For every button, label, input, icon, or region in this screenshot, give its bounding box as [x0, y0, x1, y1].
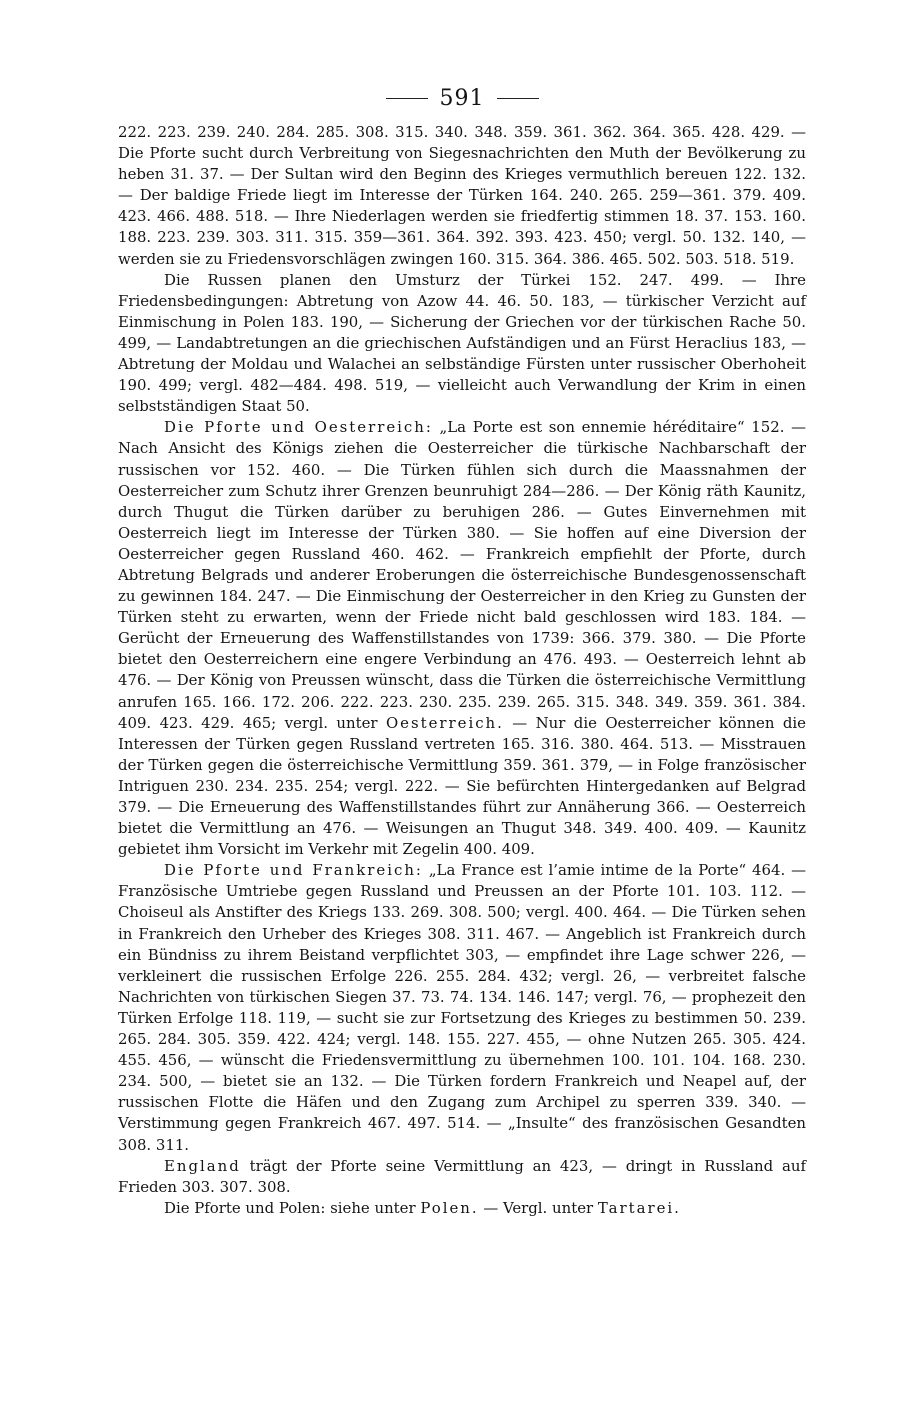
text-run: Die Russen planen den Umsturz der Türkei 152. 247. 499. — Ihre Friedensbedingungen: Abtretung von Azow 44. 46. 50. 183, — türkischer Verzicht auf Einmischung in Polen 183. 190, — Sicherung der Griechen vor der türkischen Rache 50. 499, — Landabtretungen an die griechischen Aufständigen und an Fürst Heraclius 183, — Abtretung der Moldau und Walachei an selbständige Fürsten unter russischer Oberhoheit 190. 499; vergl. 482—484. 498. 519, — vielleicht auch Verwandlung der Krim in einen selbstständigen Staat 50.: [118, 270, 806, 416]
text-run: „La Porte est son ennemie héréditaire“ 152. — Nach Ansicht des Königs ziehen die Oesterreicher die türkische Nachbarschaft der russischen vor 152. 460. — Die Türken fühlen sich durch die Maassnahmen der Oesterreicher zum Schutz ihrer Grenzen beunruhigt 284—286. — Der König räth Kaunitz, durch Thugut die Türken darüber zu beruhigen 286. — Gutes Einvernehmen mit Oesterreich liegt im Interesse der Türken 380. — Sie hoffen auf eine Diversion der Oesterreicher gegen Russland 460. 462. — Frankreich empfiehlt der Pforte, durch Abtretung Belgrads und anderer Eroberungen die österreichische Bundesgenossenschaft zu gewinnen 184. 247. — Die Einmischung der Oesterreicher in den Krieg zu Gunsten der Türken steht zu erwarten, wenn der Friede nicht bald geschlossen wird 183. 184. — Gerücht der Erneuerung des Waffenstillstandes von 1739: 366. 379. 380. — Die Pforte bietet den Oesterreichern eine engere Verbindung an 476. 493. — Oesterreich lehnt ab 476. — Der König von Preussen wünscht, dass die Türken die österreichische Vermittlung anrufen 165. 166. 172. 206. 222. 223. 230. 235. 239. 265. 315. 348. 349. 359. 361. 384. 409. 423. 429. 465; vergl. unter: [118, 418, 806, 732]
index-paragraph: [118, 270, 806, 418]
page-header: [118, 78, 806, 118]
text-run: trägt der Pforte seine Vermittlung an 423, — dringt in Russland auf Frieden 303. 307. 308.: [118, 1156, 806, 1196]
text-run: — Nur die Oesterreicher können die Interessen der Türken gegen Russland vertreten 165. 316. 380. 464. 513. — Misstrauen der Türken gegen die österreichische Vermittlung 359. 361. 379, — in Folge französischer Intriguen 230. 234. 235. 254; vergl. 222. — Sie befürchten Hintergedanken auf Belgrad 379. — Die Erneuerung des Waffenstillstandes führt zur Annäherung 366. — Oesterreich bietet die Vermittlung an 476. — Weisungen an Thugut 348. 349. 400. 409. — Kaunitz gebietet ihm Vorsicht im Verkehr mit Zegelin 400. 409.: [118, 713, 806, 859]
index-paragraph: [118, 122, 806, 270]
index-paragraph: [118, 1156, 806, 1198]
header-rule-left: [386, 98, 428, 99]
spaced-term: Die Pforte und Oesterreich:: [164, 418, 433, 437]
page-number: 591: [439, 85, 485, 111]
spaced-term: Polen.: [420, 1198, 479, 1217]
spaced-term: England: [164, 1156, 241, 1175]
spaced-term: Tartarei.: [597, 1198, 681, 1217]
text-run: „La France est l’amie intime de la Porte“ 464. — Französische Umtriebe gegen Russland und Preussen an der Pforte 101. 103. 112. — Choiseul als Anstifter des Kriegs 133. 269. 308. 500; vergl. 400. 464. — Die Türken sehen in Frankreich den Urheber des Krieges 308. 311. 467. — Angeblich ist Frankreich durch ein Bündniss zu ihrem Beistand verpflichtet 303, — empfindet ihre Lage schwer 226, — verkleinert die russischen Erfolge 226. 255. 284. 432; vergl. 26, — verbreitet falsche Nachrichten von türkischen Siegen 37. 73. 74. 134. 146. 147; vergl. 76, — prophezeit den Türken Erfolge 118. 119, — sucht sie zur Fortsetzung des Krieges zu bestimmen 50. 239. 265. 284. 305. 359. 422. 424; vergl. 148. 155. 227. 455, — ohne Nutzen 265. 305. 424. 455. 456, — wünscht die Friedensvermittlung zu übernehmen 100. 101. 104. 168. 230. 234. 500, — bietet sie an 132. — Die Türken fordern Frankreich und Neapel auf, der russischen Flotte die Häfen und den Zugang zum Archipel zu sperren 339. 340. — Verstimmung gegen Frankreich 467. 497. 514. — „Insulte“ des französischen Gesandten 308. 311.: [118, 861, 807, 1154]
spaced-term: Die Pforte und Frankreich:: [164, 861, 423, 880]
header-rule-right: [497, 98, 539, 99]
text-run: 222. 223. 239. 240. 284. 285. 308. 315. 340. 348. 359. 361. 362. 364. 365. 428. 429. — Die Pforte sucht durch Verbreitung von Siegesnachrichten den Muth der Bevölkerung zu heben 31. 37. — Der Sultan wird den Beginn des Krieges vermuthlich bereuen 122. 132. — Der baldige Friede liegt im Interesse der Türken 164. 240. 265. 259—361. 379. 409. 423. 466. 488. 518. — Ihre Niederlagen werden sie friedfertig stimmen 18. 37. 153. 160. 188. 223. 239. 303. 311. 315. 359—361. 364. 392. 393. 423. 450; vergl. 50. 132. 140, — werden sie zu Friedensvorschlägen zwingen 160. 315. 364. 386. 465. 502. 503. 518. 519.: [118, 123, 806, 268]
index-text: [118, 122, 806, 1219]
text-run: Die Pforte und Polen: siehe unter: [164, 1198, 421, 1217]
book-page: [118, 78, 806, 1219]
index-paragraph: [118, 417, 806, 860]
index-paragraph: [118, 860, 806, 1155]
text-run: — Vergl. unter: [478, 1198, 598, 1217]
spaced-term: Oesterreich.: [385, 713, 504, 732]
index-paragraph: [118, 1198, 806, 1219]
